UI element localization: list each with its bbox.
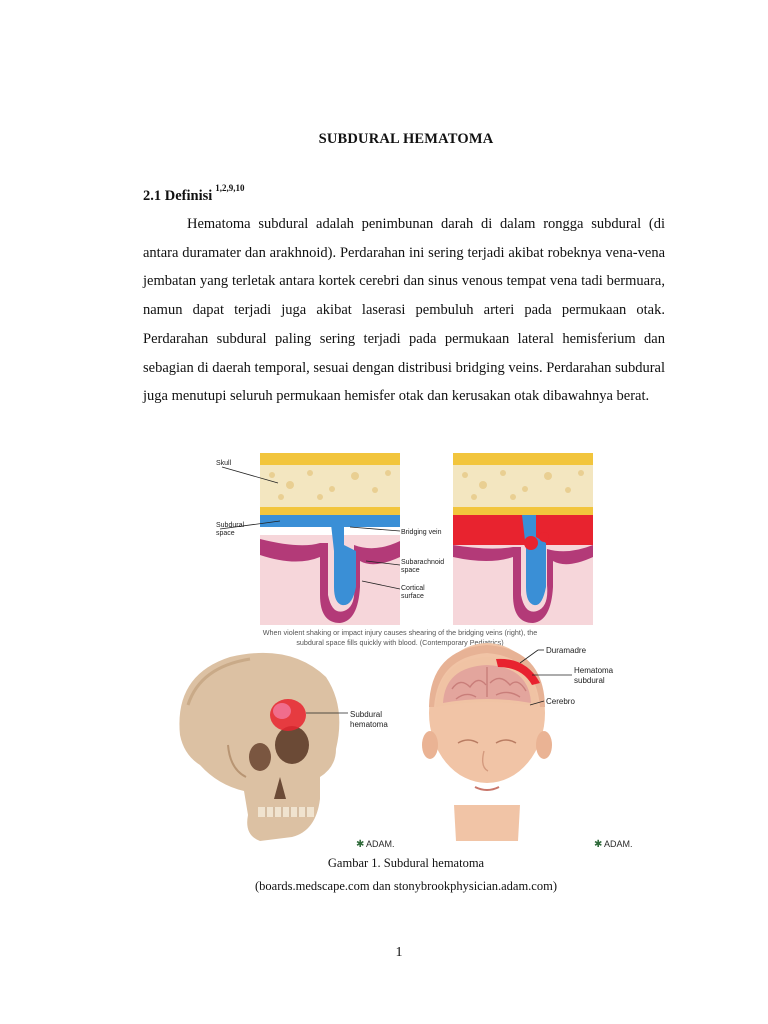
label-subdural-hematoma-line1: Subdural bbox=[350, 710, 383, 719]
label-cerebro: Cerebro bbox=[546, 697, 575, 706]
label-subdural-space-line1: Subdural bbox=[216, 522, 245, 529]
label-cortical-line1: Cortical bbox=[401, 585, 425, 592]
adam-logo-right: ADAM. bbox=[604, 839, 633, 849]
head-labels bbox=[546, 646, 614, 706]
adam-logo-left: ADAM. bbox=[366, 839, 395, 849]
label-subarachnoid-line1: Subarachnoid bbox=[401, 559, 445, 566]
page-title: SUBDURAL HEMATOMA bbox=[318, 131, 494, 147]
figure-subdural-hematoma bbox=[160, 445, 650, 855]
figure-caption: Gambar 1. Subdural hematoma bbox=[327, 856, 485, 870]
figure-source: (boards.medscape.com dan stonybrookphysician.adam.com) bbox=[255, 879, 557, 893]
page-number: 1 bbox=[395, 945, 403, 960]
skull-labels bbox=[350, 710, 388, 729]
skull-illustration bbox=[179, 653, 339, 841]
child-head-illustration bbox=[422, 643, 552, 841]
label-cortical-line2: surface bbox=[401, 593, 424, 600]
definition-paragraph: Hematoma subdural adalah penimbunan darah di dalam rongga subdural (di antara duramater dan arakhnoid). Perdarahan ini sering terjadi akibat robeknya vena-vena jembatan yang terletak antara kortek cerebri dan sinus venous tempat vena tadi bermuara, namun dapat terjadi juga akibat laserasi pembuluh arteri pada permukaan otak. Perdarahan subdural paling sering terjadi pada permukaan lateral hemisferium dan sebagian di daerah temporal, sesuai dengan distribusi bridging veins. Perdarahan subdural juga menutupi seluruh permukaan hemisfer otak dan kerusakan otak dibawahnya berat. bbox=[143, 216, 665, 405]
section-references: 1,2,9,10 bbox=[215, 183, 245, 193]
label-subarachnoid-line2: space bbox=[401, 567, 420, 574]
cross-section-hematoma bbox=[453, 453, 593, 625]
label-bridging-vein: Bridging vein bbox=[401, 529, 442, 536]
section-heading bbox=[143, 183, 245, 205]
label-subdural-space-line2: space bbox=[216, 530, 235, 537]
label-subdural-hematoma-line2: hematoma bbox=[350, 720, 388, 729]
cross-section-normal bbox=[260, 453, 400, 625]
label-duramadre: Duramadre bbox=[546, 646, 587, 655]
section-heading-text: 2.1 Definisi bbox=[143, 187, 213, 204]
adam-logo-left-icon: ✱ bbox=[356, 839, 365, 850]
adam-logo-right-icon: ✱ bbox=[594, 839, 603, 850]
label-hematoma-subdural-line1: Hematoma bbox=[574, 666, 614, 675]
figure-note-line1: When violent shaking or impact injury causes shearing of the bridging veins (right), the bbox=[262, 628, 538, 637]
label-hematoma-subdural-line2: subdural bbox=[574, 676, 605, 685]
figure-illustration bbox=[160, 445, 650, 855]
label-skull: Skull bbox=[216, 460, 232, 467]
figure-note-line2: subdural space fills quickly with blood. (Contemporary Pediatrics) bbox=[296, 638, 504, 647]
